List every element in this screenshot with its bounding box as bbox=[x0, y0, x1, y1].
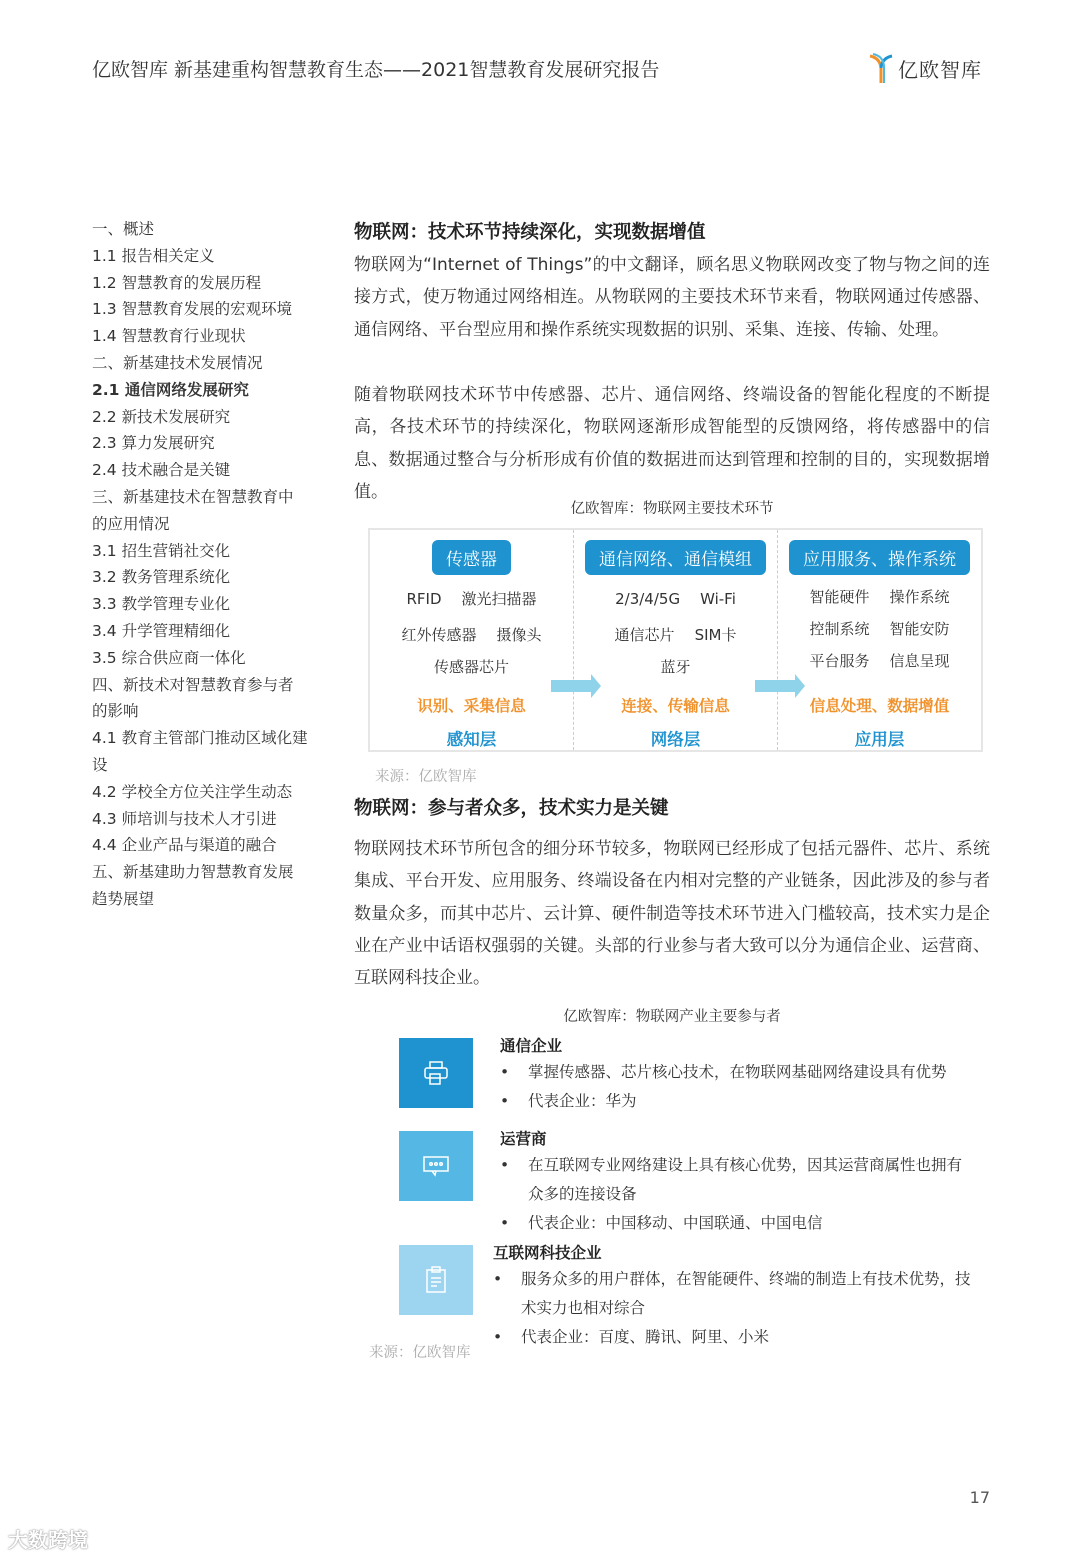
toc-item[interactable]: 1.4 智慧教育行业现状 bbox=[92, 327, 246, 346]
diagram-item: 操作系统 bbox=[889, 588, 950, 606]
diagram-item: 2/3/4/5G bbox=[615, 590, 681, 608]
toc-item[interactable]: 3.4 升学管理精细化 bbox=[92, 621, 231, 640]
diagram-item: 激光扫描器 bbox=[461, 590, 537, 608]
toc-item[interactable]: 2.3 算力发展研究 bbox=[92, 434, 215, 453]
diagram-function: 信息处理、数据增值 bbox=[809, 697, 950, 715]
diagram-item: 红外传感器 bbox=[401, 626, 477, 644]
logo-mark-icon bbox=[868, 52, 894, 84]
diagram-function: 识别、采集信息 bbox=[417, 697, 526, 715]
toc-item[interactable]: 2.4 技术融合是关键 bbox=[92, 461, 231, 480]
toc-item[interactable]: 1.2 智慧教育的发展历程 bbox=[92, 273, 262, 292]
body-paragraph: 物联网为“Internet of Things”的中文翻译，顾名思义物联网改变了物与物之间的连接方式，使万物通过网络相连。从物联网的主要技术环节来看，物联网通过传感器、通信网络、平台型应用和操作系统实现数据的识别、采集、连接、传输、处理。 bbox=[354, 255, 990, 340]
report-header-title: 亿欧智库 新基建重构智慧教育生态——2021智慧教育发展研究报告 bbox=[92, 59, 660, 81]
logo-text: 亿欧智库 bbox=[898, 57, 982, 82]
diagram-layer: 应用层 bbox=[854, 730, 905, 749]
toc-item[interactable]: 设 bbox=[92, 755, 108, 774]
iot-tech-diagram bbox=[368, 528, 983, 752]
diagram-title: 应用服务、操作系统 bbox=[789, 540, 970, 575]
diagram-item: 平台服务 bbox=[809, 652, 870, 670]
table-of-contents bbox=[92, 216, 324, 913]
diagram-function: 连接、传输信息 bbox=[621, 697, 730, 715]
toc-item-active[interactable]: 2.1 通信网络发展研究 bbox=[92, 380, 249, 399]
diagram-item: 控制系统 bbox=[809, 620, 870, 638]
participant-title: 互联网科技企业 bbox=[493, 1244, 602, 1262]
diagram-column-perception bbox=[370, 530, 574, 750]
toc-item[interactable]: 4.1 教育主管部门推动区域化建 bbox=[92, 729, 308, 748]
toc-item[interactable]: 二、新基建技术发展情况 bbox=[92, 353, 263, 372]
figure-caption: 亿欧智库：物联网主要技术环节 bbox=[570, 501, 774, 517]
toc-item[interactable]: 的应用情况 bbox=[92, 514, 170, 533]
diagram-item: Wi-Fi bbox=[700, 590, 736, 608]
figure-source: 来源：亿欧智库 bbox=[369, 1345, 471, 1361]
diagram-item: 传感器芯片 bbox=[433, 658, 509, 676]
diagram-item: 智能硬件 bbox=[809, 588, 870, 606]
clipboard-icon bbox=[399, 1245, 473, 1315]
diagram-column-network bbox=[574, 530, 778, 750]
chat-icon bbox=[399, 1131, 473, 1201]
toc-item[interactable]: 3.2 教务管理系统化 bbox=[92, 568, 231, 587]
toc-item[interactable]: 趋势展望 bbox=[92, 889, 155, 908]
participant-bullet: • 代表企业：华为 bbox=[500, 1087, 980, 1116]
section-heading: 物联网：参与者众多，技术实力是关键 bbox=[354, 798, 669, 819]
participant-title: 通信企业 bbox=[500, 1037, 563, 1055]
watermark: 大数跨境 bbox=[8, 1528, 88, 1552]
diagram-item: RFID bbox=[406, 590, 442, 608]
toc-item[interactable]: 的影响 bbox=[92, 702, 139, 721]
toc-item[interactable]: 2.2 新技术发展研究 bbox=[92, 407, 231, 426]
diagram-title: 通信网络、通信模组 bbox=[585, 540, 766, 575]
participant-bullet: • 掌握传感器、芯片核心技术，在物联网基础网络建设具有优势 bbox=[500, 1058, 980, 1087]
diagram-item: 通信芯片 bbox=[614, 626, 675, 644]
toc-item[interactable]: 一、概述 bbox=[92, 220, 155, 238]
toc-item[interactable]: 3.5 综合供应商一体化 bbox=[92, 648, 246, 667]
diagram-layer: 网络层 bbox=[650, 730, 701, 749]
diagram-item: 蓝牙 bbox=[660, 658, 691, 676]
toc-item[interactable]: 4.2 学校全方位关注学生动态 bbox=[92, 782, 293, 801]
diagram-column-application bbox=[778, 530, 981, 750]
diagram-item: SIM卡 bbox=[694, 626, 737, 644]
toc-item[interactable]: 三、新基建技术在智慧教育中 bbox=[92, 487, 294, 506]
toc-item[interactable]: 4.4 企业产品与渠道的融合 bbox=[92, 836, 277, 855]
printer-icon bbox=[399, 1038, 473, 1108]
participant-bullet: • 代表企业：百度、腾讯、阿里、小米 bbox=[493, 1323, 973, 1352]
section-heading: 物联网：技术环节持续深化，实现数据增值 bbox=[354, 222, 706, 243]
diagram-title: 传感器 bbox=[432, 540, 511, 575]
diagram-item: 信息呈现 bbox=[889, 652, 950, 670]
figure-caption: 亿欧智库：物联网产业主要参与者 bbox=[563, 1009, 781, 1025]
brand-logo bbox=[868, 52, 982, 84]
body-paragraph: 随着物联网技术环节中传感器、芯片、通信网络、终端设备的智能化程度的不断提高，各技术环节的持续深化，物联网逐渐形成智能型的反馈网络，将传感器中的信息、数据通过整合与分析形成有价值的数据进而达到管理和控制的目的，实现数据增值。 bbox=[354, 385, 990, 502]
diagram-layer: 感知层 bbox=[446, 730, 497, 749]
diagram-item: 摄像头 bbox=[496, 626, 542, 644]
page-number: 17 bbox=[969, 1488, 990, 1507]
participant-bullet: • 在互联网专业网络建设上具有核心优势，因其运营商属性也拥有众多的连接设备 bbox=[500, 1151, 970, 1209]
toc-item[interactable]: 3.3 教学管理专业化 bbox=[92, 595, 231, 614]
toc-item[interactable]: 五、新基建助力智慧教育发展 bbox=[92, 863, 294, 882]
diagram-item: 智能安防 bbox=[889, 620, 950, 638]
body-paragraph: 物联网技术环节所包含的细分环节较多，物联网已经形成了包括元器件、芯片、系统集成、平台开发、应用服务、终端设备在内相对完整的产业链条，因此涉及的参与者数量众多，而其中芯片、云计算、硬件制造等技术环节进入门槛较高，技术实力是企业在产业中话语权强弱的关键。头部的行业参与者大致可以分为通信企业、运营商、互联网科技企业。 bbox=[354, 839, 990, 989]
participant-title: 运营商 bbox=[500, 1130, 547, 1148]
participant-bullet: • 代表企业：中国移动、中国联通、中国电信 bbox=[500, 1209, 970, 1238]
participant-bullet: • 服务众多的用户群体，在智能硬件、终端的制造上有技术优势，技术实力也相对综合 bbox=[493, 1265, 973, 1323]
toc-item[interactable]: 四、新技术对智慧教育参与者 bbox=[92, 675, 294, 694]
toc-item[interactable]: 1.3 智慧教育发展的宏观环境 bbox=[92, 300, 293, 319]
toc-item[interactable]: 1.1 报告相关定义 bbox=[92, 246, 215, 265]
figure-source: 来源：亿欧智库 bbox=[375, 769, 477, 785]
toc-item[interactable]: 4.3 师培训与技术人才引进 bbox=[92, 809, 277, 828]
toc-item[interactable]: 3.1 招生营销社交化 bbox=[92, 541, 231, 560]
